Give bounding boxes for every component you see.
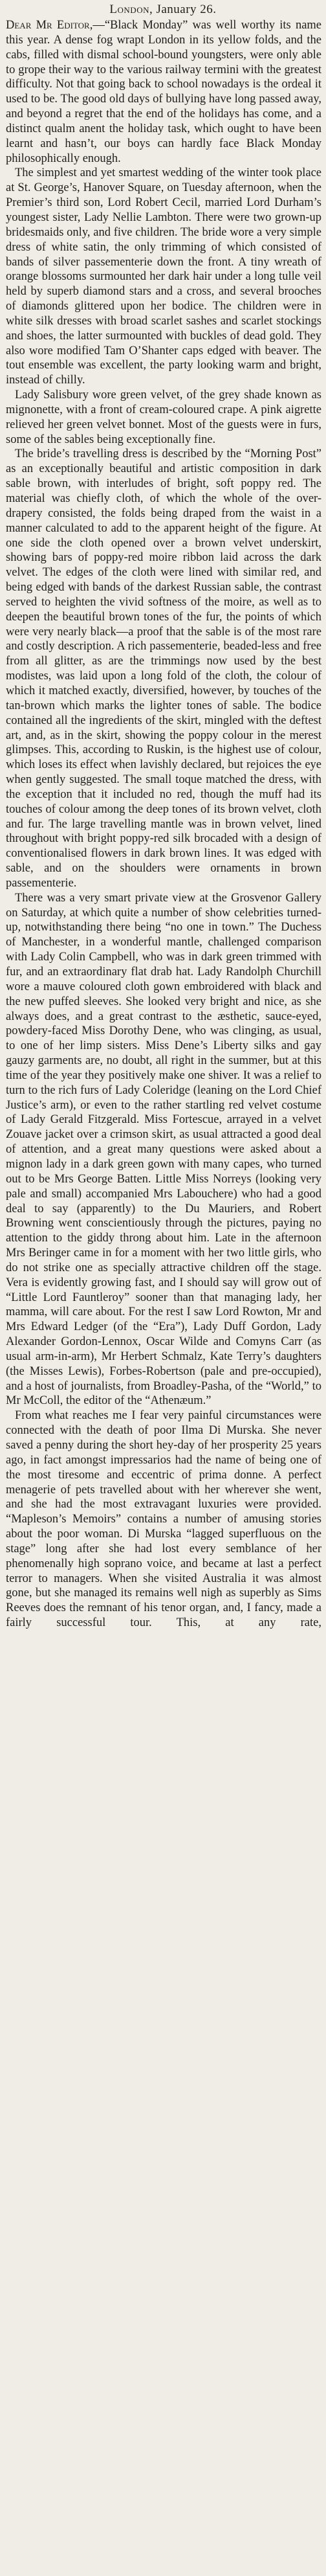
- dateline-place: London,: [109, 3, 153, 16]
- dateline: [0, 0, 326, 17]
- article-paragraph: [6, 18, 321, 166]
- article-paragraph: From what reaches me I fear very painful circumstances were connected with the death of poor Ilma Di Murska. She never saved a penny during the short hey-day of her prosperity 25 years ago, in fact amongst impressarios had the name of being one of the most tiresome and eccentric of prima donne. A perfect menagerie of pets travelled about with her wherever she went, and she had the most extravagant luxuries were provided. “Mapleson’s Memoirs” contains a number of amusing stories about the poor woman. Di Murska “lagged superfluous on the stage” long after she had lost every semblance of her phenomenally high soprano voice, and became at last a perfect terror to managers. When she visited Australia it was almost gone, but she managed its remains well nigh as superbly as Sims Reeves does the remnant of his tenor organ, and, I fancy, made a fairly successful tour. This, at any rate,: [6, 1409, 321, 1630]
- dateline-date: January 26.: [156, 3, 217, 16]
- article-paragraph: Lady Salisbury wore green velvet, of the grey shade known as mignonette, with a front of cream-coloured crape. A pink aigrette relieved her green velvet bonnet. Most of the guests were in furs, some of the sables being exceptionally fine.: [6, 389, 321, 446]
- article-paragraph: The bride’s travelling dress is described by the “Morning Post” as an exceptionally beautiful and artistic composition in dark sable brown, with interludes of bright, soft poppy red. The material was chiefly cloth, of which the whole of the over-drapery consisted, the folds being draped from the waist in a manner calculated to add to the apparent height of the figure. At one side the cloth opened over a brown velvet underskirt, showing bars of poppy-red moire ribbon laid across the dark velvet. The edges of the cloth were lined with similar red, and being edged with bands of the darkest Russian sable, the contrast served to heighten the vivid softness of the moire, as well as to deepen the beautiful brown tones of the fur, the points of which were very nearly black—a proof that the sable is of the most rare and costly description. A rich passementerie, beaded-less and free from all glitter, as are the trimmings now used by the best modistes, was laid upon a long fold of the cloth, the colour of which it matched exactly, diversified, however, by touches of the tan-brown which marks the lighter tones of sable. The bodice contained all the ingredients of the skirt, mingled with the deftest art, and, as in the skirt, showing the poppy colour in the merest glimpses. This, according to Ruskin, is the highest use of colour, which loses its effect when lavishly declared, but rejoices the eye when gently suggested. The small toque matched the dress, with the exception that it included no red, though the muff had its touches of colour among the deep tones of its brown velvet, cloth and fur. The large travelling mantle was in brown velvet, lined throughout with bright poppy-red silk brocaded with a design of conventionalised flowers in dark brown lines. It was edged with sable, and on the shoulders were ornaments in brown passementerie.: [6, 447, 321, 890]
- article-paragraph: There was a very smart private view at the Grosvenor Gallery on Saturday, at which quite a number of show celebrities turned-up, notwithstanding there being “no one in town.” The Duchess of Manchester, in a wonderful mantle, challenged comparison with Lady Colin Campbell, who was in dark green trimmed with fur, and an extraordinary flat drab hat. Lady Randolph Churchill wore a mauve coloured cloth gown embroidered with black and the new puffed sleeves. She looked very bright and nice, as she always does, and a great contrast to the æsthetic, sauce-eyed, powdery-faced Miss Dorothy Dene, who was clinging, as usual, to one of her limp sisters. Miss Dene’s Liberty silks and gay gauzy garments are, no doubt, all right in the summer, but at this time of the year they positively make one shiver. It was a relief to turn to the rich furs of Lady Coleridge (leaning on the Lord Chief Justice’s arm), or even to the rather startling red velvet costume of Lady Gerald Fitzgerald. Miss Fortescue, arrayed in a velvet Zouave jacket over a crimson skirt, as usual attracted a good deal of attention, and a great many questions were asked about a mignon lady in a dark green gown with many capes, who turned out to be Mrs George Batten. Little Miss Norreys (looking very pale and small) accompanied Mrs Labouchere) who had a good deal to say (apparently) to the Du Mauriers, and Robert Browning went conscientiously through the pictures, paying no attention to the giddy throng about him. Late in the afternoon Mrs Beringer came in for a moment with her two little girls, who do not strike one as specially attractive children off the stage. Vera is evidently growing fast, and I should say will grow out of “Little Lord Fauntleroy” sooner than that managing lady, her mamma, will care about. For the rest I saw Lord Rowton, Mr and Mrs Edward Ledger (of the “Era”), Lady Duff Gordon, Lady Alexander Gordon-Lennox, Oscar Wilde and Comyns Carr (as usual arm-in-arm), Mr Herbert Schmalz, Kate Terry’s daughters (the Misses Lewis), Forbes-Robertson (pale and pre-occupied), and a host of journalists, from Broadley-Pasha, of the “World,” to Mr McColl, the editor of the “Athenæum.”: [6, 891, 321, 1408]
- article-body: [0, 17, 326, 1631]
- salutation: Dear Mr Editor,: [6, 19, 93, 32]
- article-paragraph: The simplest and yet smartest wedding of the winter took place at St. George’s, Hanover Square, on Tuesday afternoon, when the Premier’s third son, Lord Robert Cecil, married Lord Durham’s youngest sister, Lady Nellie Lambton. There were two grown-up bridesmaids only, and five children. The bride wore a very simple dress of white satin, the only trimming of which consisted of bands of silver passementerie down the front. A tiny wreath of orange blossoms surmounted her dark hair under a long tulle veil held by superb diamond stars and a cross, and several brooches of diamonds glittered upon her bodice. The children were in white silk dresses with broad scarlet sashes and scarlet stockings and shoes, the latter surmounted with buckles of dead gold. They also wore modified Tam O’Shanter caps edged with beaver. The tout ensemble was excellent, the party looking warm and bright, instead of chilly.: [6, 166, 321, 387]
- paragraph-text: —“Black Monday” was well worthy its name this year. A dense fog wrapt London in its yellow folds, and the cabs, filled with dismal school-bound youngsters, were only able to grope their way to the various railway termini with the greatest difficulty. Not that going back to school nowadays is the ordeal it used to be. The good old days of bullying have long passed away, and beyond a regret that the end of the holidays has come, and a distinct qualm anent the holiday task, which ought to have been learnt and hasn’t, our boys can hardly face Black Monday philosophically enough.: [6, 19, 321, 165]
